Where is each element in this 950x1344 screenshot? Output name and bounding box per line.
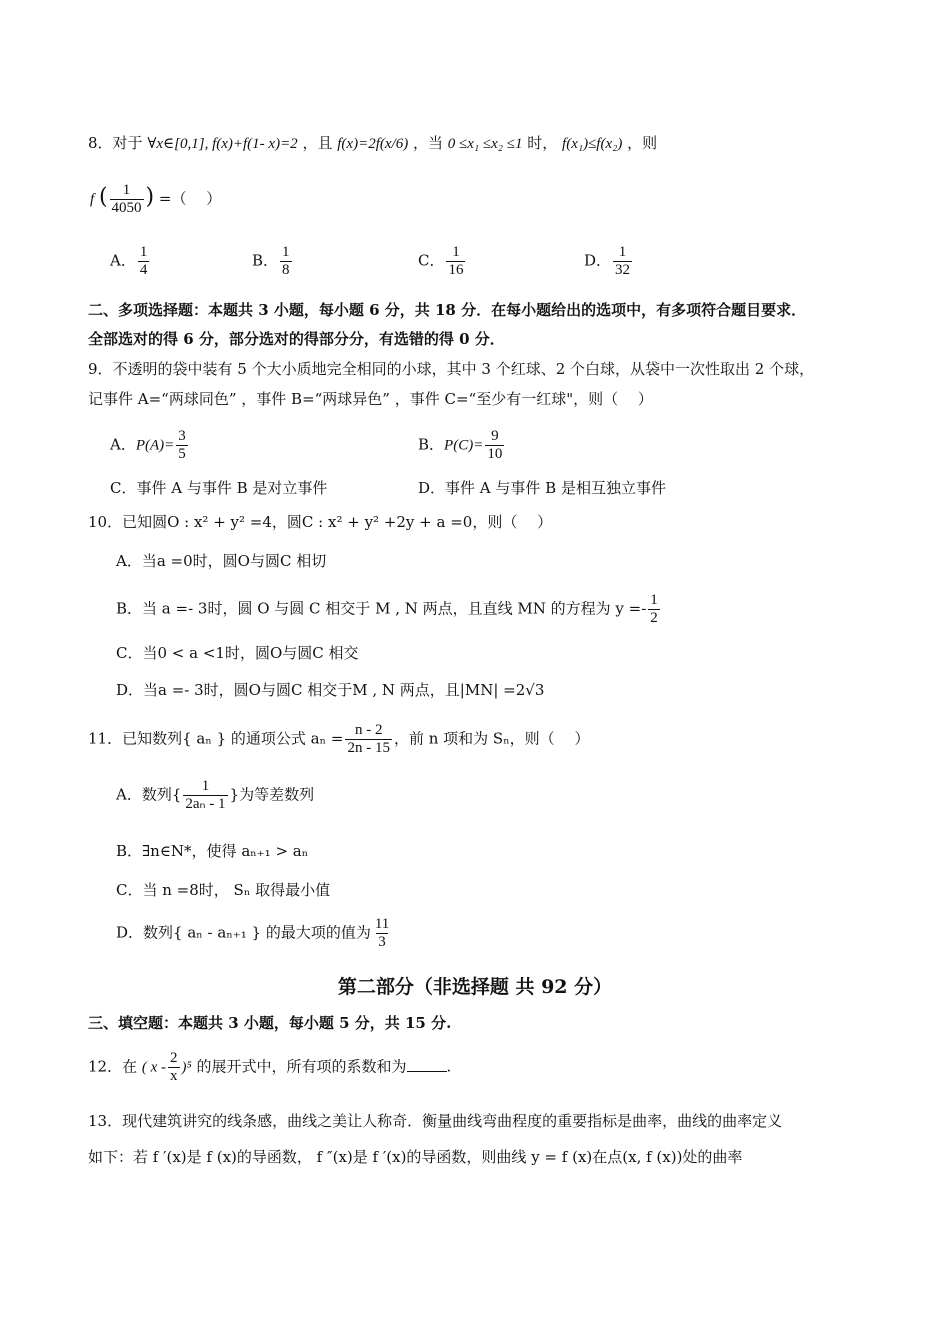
- q11-option-c: C．当 n =8时， Sₙ 取得最小值: [116, 881, 331, 899]
- q12-stem: 12．在 ( x - $\frac{2}{x}$ )⁵ 的展开式中，所有项的系数和为 .: [88, 1050, 452, 1084]
- q9-option-a: A．P(A)= $\frac{3}{5}$: [110, 428, 186, 462]
- q12-answer-blank: [407, 1057, 447, 1072]
- q11-option-a: A．数列{ $\frac{1}{\text{2aₙ - 1}}$ }为等差数列: [116, 778, 315, 812]
- q9-option-c: C．事件 A 与事件 B 是对立事件: [110, 479, 328, 497]
- q8-option-d: D． $\frac{1}{32}$: [584, 244, 631, 278]
- q10-stem: 10．已知圆O : x² + y² =4，圆C : x² + y² +2y + a =0，则（ ）: [88, 513, 553, 531]
- q9-line1: 9．不透明的袋中装有 5 个大小质地完全相同的小球，其中 3 个红球、2 个白球，从袋中一次性取出 2 个球，: [88, 360, 815, 378]
- q11-option-d: D．数列{ aₙ - aₙ₊₁ } 的最大项的值为 $\frac{11}{3}$: [116, 916, 390, 950]
- q8-inequality: 0 ≤x₁ ≤x₂ ≤1: [447, 136, 523, 152]
- section3-heading: 三、填空题：本题共 3 小题，每小题 5 分，共 15 分.: [88, 1014, 452, 1032]
- q10-option-c: C．当0 < a <1时，圆O与圆C 相交: [116, 644, 359, 662]
- q13-line1: 13．现代建筑讲究的线条感，曲线之美让人称奇．衡量曲线弯曲程度的重要指标是曲率，曲线的曲率定义: [88, 1112, 783, 1130]
- q8-shi: 时，: [527, 134, 558, 152]
- q10-option-b: B．当 a =- 3时，圆 O 与圆 C 相交于 M , N 两点，且直线 MN 的方程为 y =- $\frac{1}{2}$: [116, 592, 658, 626]
- q8-monotone: f(x₁)≤f(x₂): [562, 136, 623, 152]
- section2-line2: 全部选对的得 6 分，部分选对的得部分分，有选错的得 0 分．: [88, 330, 505, 348]
- q9-option-b: B．P(C)= $\frac{9}{10}$: [418, 428, 503, 462]
- q9-line2: 记事件 A=“两球同色” ，事件 B=“两球异色” ，事件 C=“至少有一红球"，则（ ）: [88, 390, 653, 408]
- q8-ask-paren: =（ ）: [158, 189, 222, 208]
- q8-then: ，则: [627, 134, 658, 152]
- q8-and: ，且: [302, 134, 333, 152]
- q8-option-a: A． $\frac{1}{4}$: [110, 244, 148, 278]
- q10-option-a: A．当a =0时，圆O与圆C 相切: [116, 552, 327, 570]
- q13-line2: 如下：若 f ′(x)是 f (x)的导函数， f ″(x)是 f ′(x)的导函数，则曲线 y = f (x)在点(x, f (x))处的曲率: [88, 1148, 743, 1166]
- q8-ask-fraction: $\frac{1}{4050}$: [111, 182, 142, 216]
- q8-option-b: B． $\frac{1}{8}$: [252, 244, 290, 278]
- q8-ask-f: f: [90, 191, 95, 208]
- q10-option-d: D．当a =- 3时，圆O与圆C 相交于M , N 两点，且|MN| =2√3: [116, 681, 545, 699]
- q8-option-c: C． $\frac{1}{16}$: [418, 244, 464, 278]
- q8-when: ，当: [412, 134, 443, 152]
- section2-line1: 二、多项选择题：本题共 3 小题，每小题 6 分，共 18 分．在每小题给出的选项中，有多项符合题目要求．: [88, 301, 807, 319]
- part2-title: 第二部分（非选择题 共 92 分）: [337, 976, 613, 998]
- q8-condition: ∀x∈[0,1], f(x)+f(1- x)=2: [147, 136, 298, 152]
- q11-stem: 11．已知数列{ aₙ } 的通项公式 aₙ = $\frac{n - 2}{2n - 15}$ ，前 n 项和为 Sₙ，则（ ）: [88, 722, 590, 756]
- q8-ask: f ( $\frac{1}{4050}$ ) =（ ）: [90, 182, 222, 216]
- q11-option-b: B．∃n∈N*，使得 aₙ₊₁ > aₙ: [116, 842, 309, 860]
- q8-relation: f(x)=2f(x/6): [337, 136, 409, 152]
- q8-prefix: 8．对于: [88, 134, 143, 152]
- q9-option-d: D．事件 A 与事件 B 是相互独立事件: [418, 479, 666, 497]
- q8-stem: [88, 132, 657, 155]
